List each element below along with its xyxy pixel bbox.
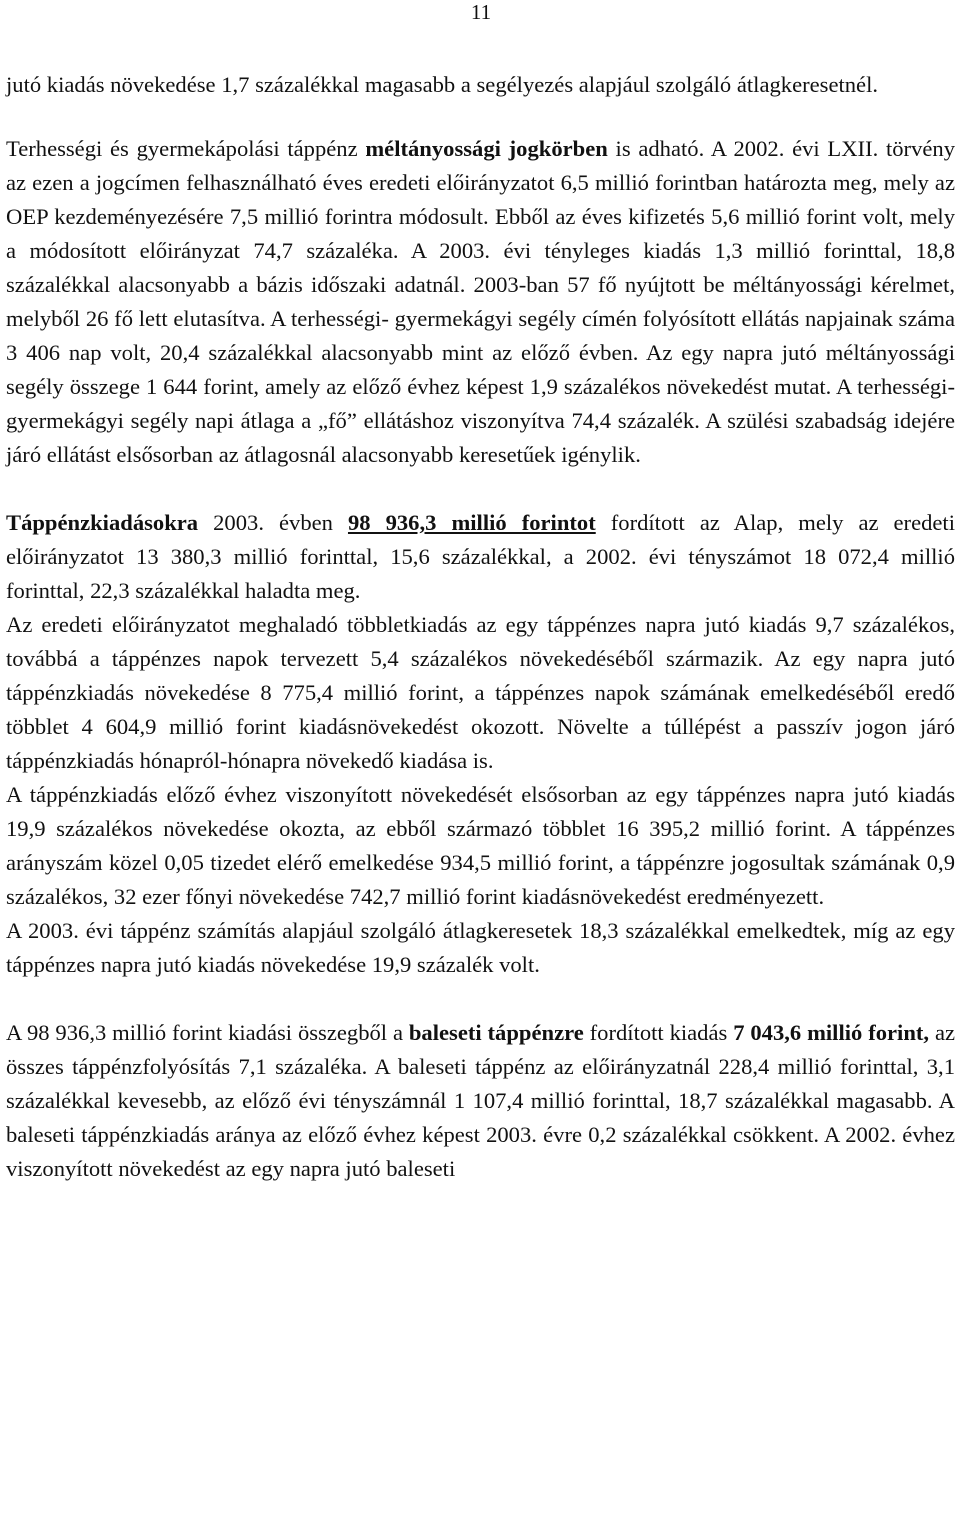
document-body <box>6 68 955 1186</box>
paragraph-1: jutó kiadás növekedése 1,7 százalékkal magasabb a segélyezés alapjául szolgáló átlagkeresetnél. <box>6 72 878 97</box>
paragraph-spacer <box>6 982 955 1016</box>
bold-text-run: méltányossági jogkörben <box>365 136 608 161</box>
text-run: A 98 936,3 millió forint kiadási összegből a <box>6 1020 409 1045</box>
paragraph-6: A 2003. évi táppénz számítás alapjául szolgáló átlagkeresetek 18,3 százalékkal emelkedtek, míg az egy táppénzes napra jutó kiadás növekedése 19,9 százalék volt. <box>6 918 955 977</box>
text-run: fordított kiadás <box>583 1020 734 1045</box>
paragraph-3 <box>6 506 955 608</box>
bold-text-run: Táppénzkiadásokra <box>6 510 199 535</box>
text-run: 2003. évben <box>198 510 348 535</box>
bold-text-run: baleseti táppénzre <box>408 1020 584 1045</box>
text-run: Terhességi és gyermekápolási táppénz <box>6 136 366 161</box>
text-run: is adható. A 2002. évi LXII. törvény az ezen a jogcímen felhasználható éves eredeti előirányzatot 6,5 millió forintban határozta meg, mely az OEP kezdeményezésére 7,5 millió forintra módosult. Ebből az éves kifizetés 5,6 millió forint volt, mely a módosított előirányzat 74,7 százaléka. A 2003. évi tényleges kiadás 1,3 millió forinttal, 18,8 százalékkal alacsonyabb a bázis időszaki adatnál. 2003-ban 57 fő nyújtott be méltányossági kérelmet, melyből 26 fő lett elutasítva. A terhességi- gyermekágyi segély címén folyósított ellátás napjainak száma 3 406 nap volt, 20,4 százalékkal alacsonyabb mint az előző évben. Az egy napra jutó méltányossági segély összege 1 644 forint, amely az előző évhez képest 1,9 százalékos növekedést mutat. A terhességi- gyermekágyi segély napi átlaga a „fő” ellátáshoz viszonyítva 74,4 százalék. A szülési szabadság idejére járó ellátást elsősorban az átlagosnál alacsonyabb keresetűek igénylik. <box>6 136 955 467</box>
paragraph-7 <box>6 1016 955 1186</box>
paragraph-5: A táppénzkiadás előző évhez viszonyított növekedését elsősorban az egy táppénzes napra jutó kiadás 19,9 százalékos növekedése okozta, az ebből származó többlet 16 395,2 millió forint. A táppénzes arányszám közel 0,05 tizedet elérő emelkedése 934,5 millió forint, a táppénzre jogosultak számának 0,9 százalékos, 32 ezer főnyi növekedése 742,7 millió forint kiadásnövekedést eredményezett. <box>6 782 955 909</box>
bold-text-run: 7 043,6 millió forint, <box>733 1020 930 1045</box>
paragraph-4: Az eredeti előirányzatot meghaladó többletkiadás az egy táppénzes napra jutó kiadás 9,7 százalékos, továbbá a táppénzes napok tervezett 5,4 százalékos növekedéséből származik. Az egy napra jutó táppénzkiadás növekedése 8 775,4 millió forint, a táppénzes napok számának emelkedéséből eredő többlet 4 604,9 millió forint kiadásnövekedést okozott. Növelte a túllépést a passzív jogon járó táppénzkiadás hónapról-hónapra növekedő kiadása is. <box>6 612 955 773</box>
paragraph-spacer <box>6 472 955 506</box>
paragraph-spacer <box>6 102 955 132</box>
bold-underlined-text-run: 98 936,3 millió forintot <box>347 510 596 535</box>
page-number: 11 <box>470 0 492 24</box>
text-run: az összes táppénzfolyósítás 7,1 százaléka. A baleseti táppénz az előirányzatnál 228,4 millió forinttal, 3,1 százalékkal kevesebb, az előző évi tényszámnál 1 107,4 millió forinttal, 18,7 százalékkal magasabb. A baleseti táppénzkiadás aránya az előző évhez képest 2003. évre 0,2 százalékkal csökkent. A 2002. évhez viszonyított növekedést az egy napra jutó baleseti <box>6 1020 955 1181</box>
text-run: fordított az Alap, mely az eredeti előirányzatot 13 380,3 millió forinttal, 15,6 százalékkal, a 2002. évi tényszámot 18 072,4 millió forinttal, 22,3 százalékkal haladta meg. <box>6 510 955 603</box>
paragraph-2 <box>6 132 955 472</box>
